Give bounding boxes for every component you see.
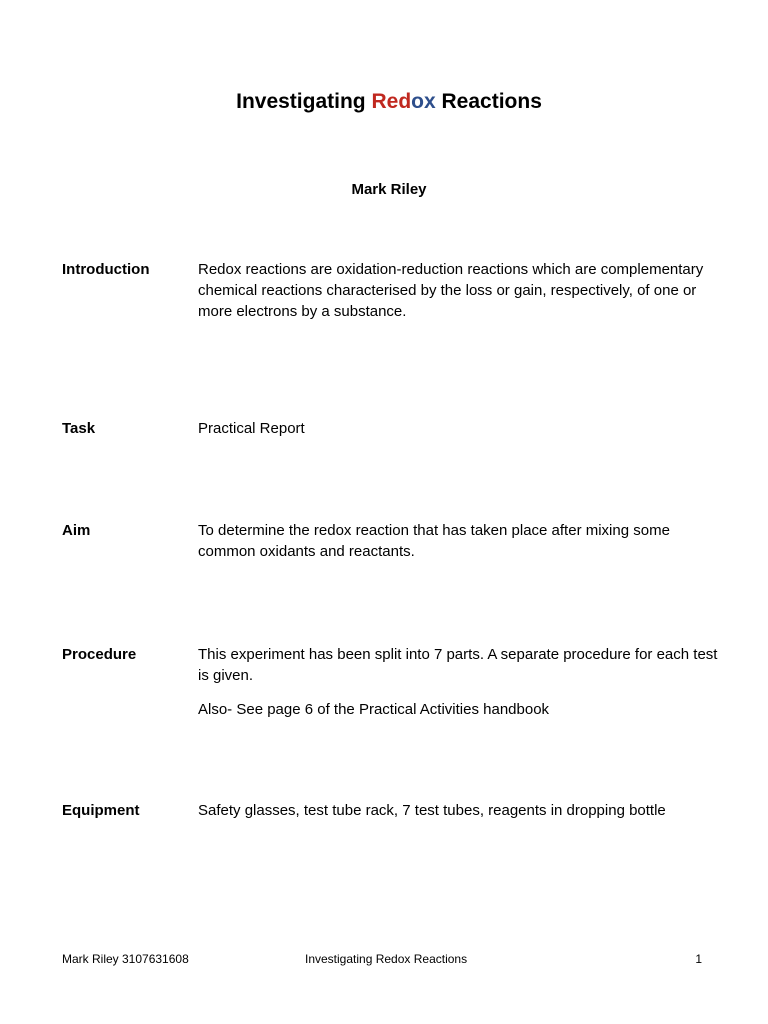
title-part-1: Investigating — [236, 90, 372, 113]
footer-author-id: Mark Riley 3107631608 — [62, 952, 189, 966]
section-paragraph: Also- See page 6 of the Practical Activities handbook — [198, 701, 550, 718]
footer-page-number: 1 — [695, 952, 702, 966]
section-label: Procedure — [62, 646, 137, 663]
section-paragraph: Redox reactions are oxidation-reduction reactions which are complementary chemical reactions characterised by the loss or gain, respectively, of one or more electrons by a substance. — [198, 261, 704, 320]
section-label: Introduction — [62, 261, 150, 278]
section-paragraph: This experiment has been split into 7 parts. A separate procedure for each test is given. — [198, 646, 718, 684]
section-body — [198, 259, 723, 335]
section-body — [198, 418, 723, 452]
title-blue-fragment: ox — [411, 90, 436, 113]
document-title — [0, 90, 768, 114]
section-body — [198, 800, 723, 834]
section-paragraph: Practical Report — [198, 420, 305, 437]
title-part-2: Reactions — [435, 90, 542, 113]
section-body — [198, 520, 723, 575]
section-label: Aim — [62, 522, 91, 539]
author-name: Mark Riley — [351, 181, 427, 198]
footer-title: Investigating Redox Reactions — [305, 952, 468, 966]
section-label: Equipment — [62, 802, 140, 819]
section-paragraph: Safety glasses, test tube rack, 7 test tubes, reagents in dropping bottle — [198, 802, 666, 819]
page-footer — [62, 952, 702, 968]
title-red-fragment: Red — [371, 90, 412, 113]
section-body — [198, 644, 723, 733]
section-label: Task — [62, 420, 96, 437]
section-paragraph: To determine the redox reaction that has taken place after mixing some common oxidants and reactants. — [198, 522, 670, 560]
